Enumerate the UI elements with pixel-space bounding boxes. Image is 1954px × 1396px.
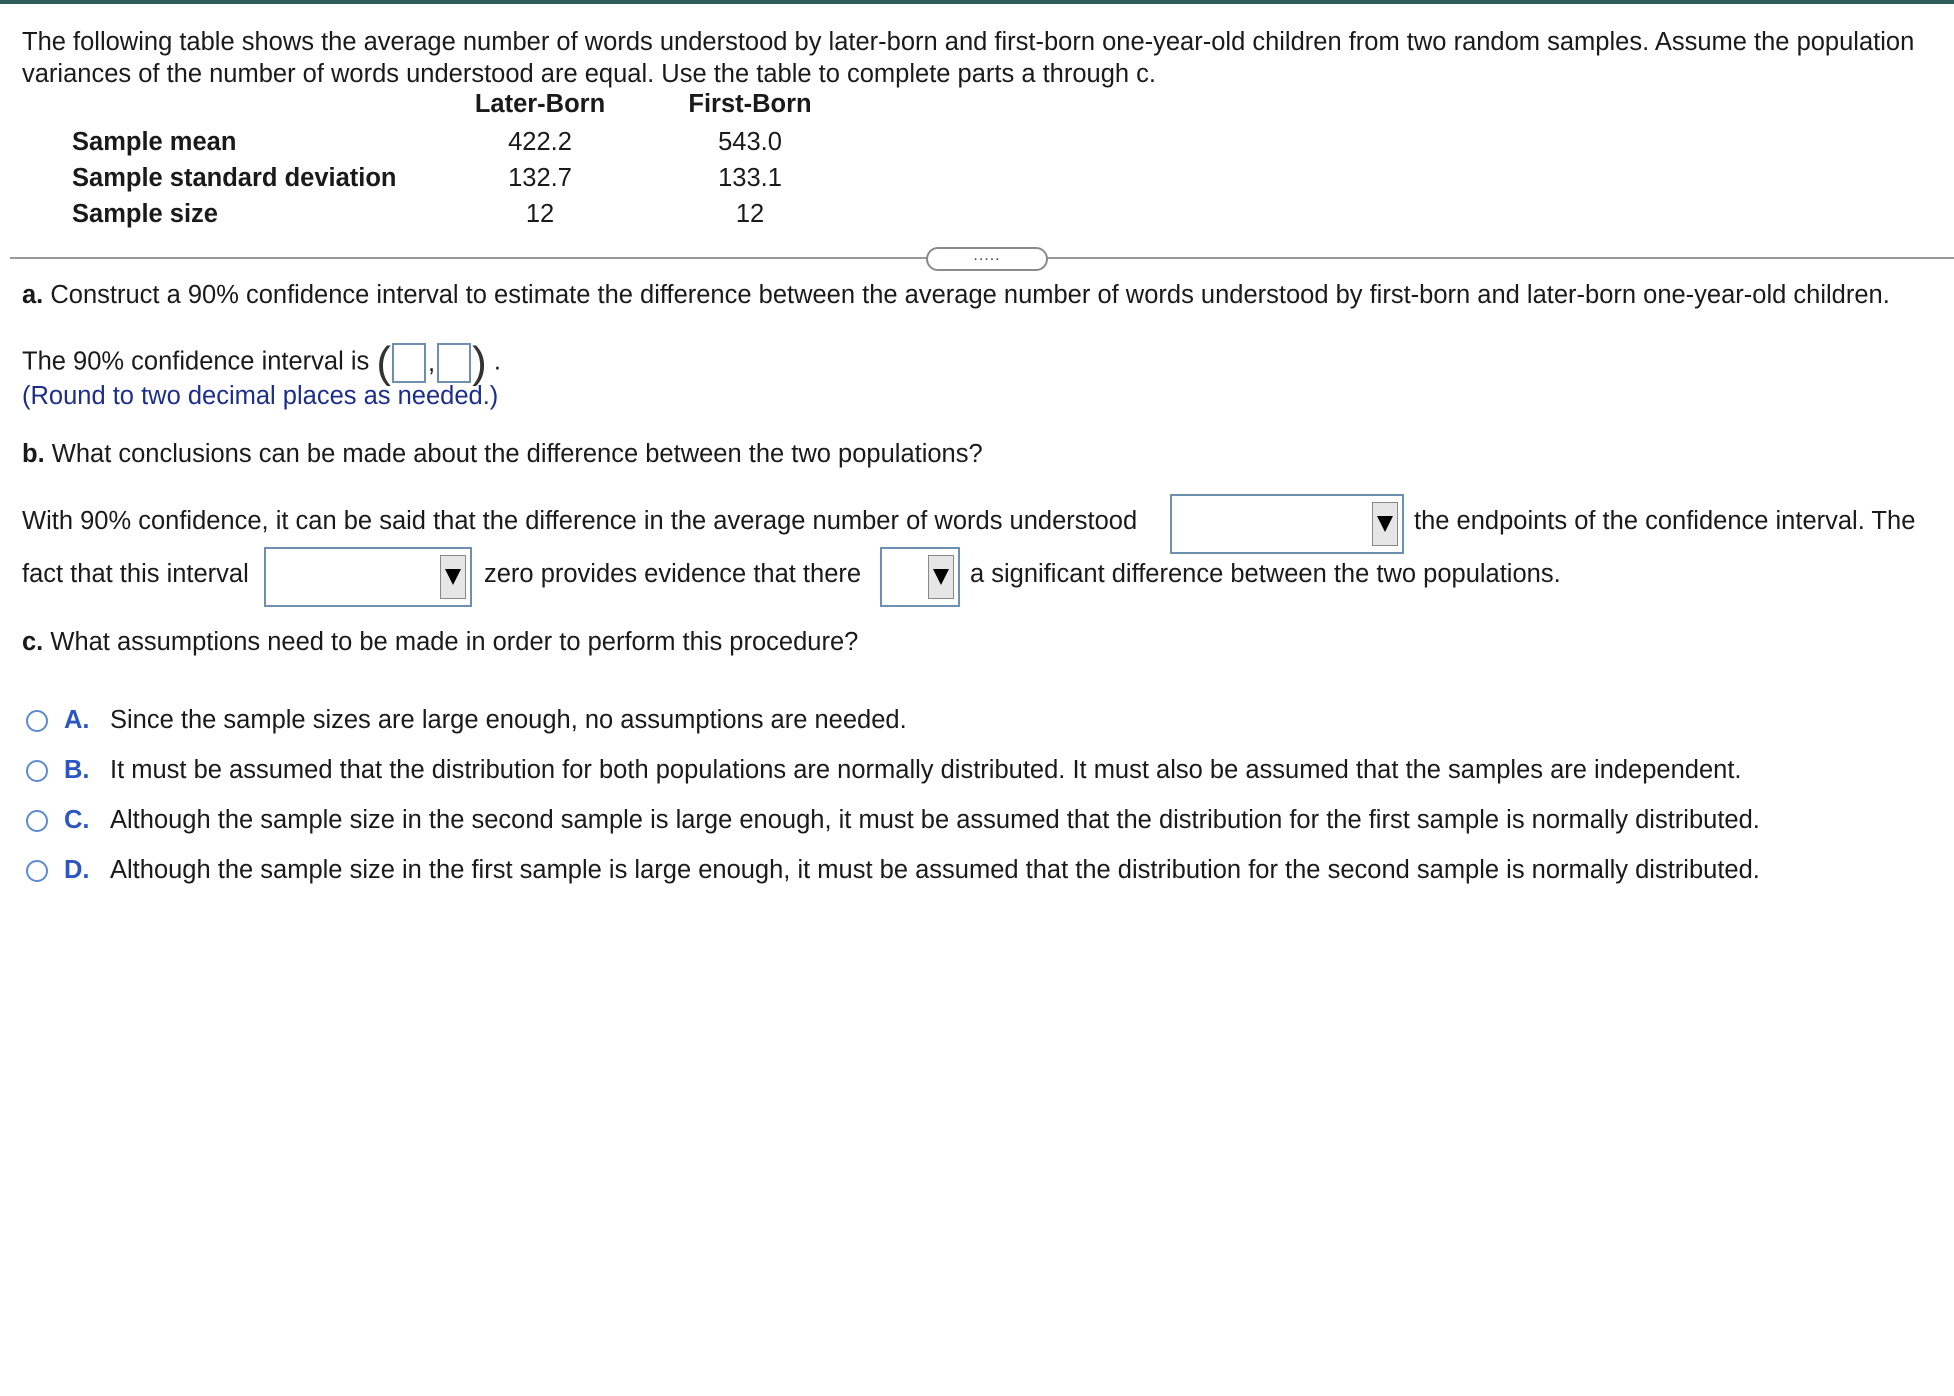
radio-button[interactable]: [26, 810, 48, 832]
sentence-1a: With 90% confidence, it can be said that the difference in the average number of words understood: [22, 507, 1138, 535]
dropdown-is-is-not[interactable]: [880, 547, 960, 607]
option-a[interactable]: [26, 706, 1926, 740]
option-letter: C.: [64, 806, 90, 834]
dropdown-arrow-icon: [1372, 502, 1398, 546]
confidence-interval-input-group: [376, 338, 487, 387]
part-a-answer-line: [22, 338, 501, 387]
dropdown-arrow-icon: [928, 555, 954, 599]
period: .: [493, 347, 501, 376]
answer-prefix: The 90% confidence interval is: [22, 347, 370, 376]
sentence-1b: the endpoints of the confidence interval. The: [1414, 507, 1916, 535]
part-b-letter: b.: [22, 440, 45, 468]
option-text: Although the sample size in the second sample is large enough, it must be assumed that the distribution for the first sample is normally distributed.: [110, 806, 1760, 834]
comma: ,: [428, 348, 436, 377]
table-cell: 132.7: [508, 164, 572, 192]
option-letter: B.: [64, 756, 90, 784]
table-cell: 543.0: [718, 128, 782, 156]
table-cell: 12: [735, 200, 765, 228]
option-text: Since the sample sizes are large enough, no assumptions are needed.: [110, 706, 907, 734]
option-letter: D.: [64, 856, 90, 884]
dropdown-interval-relation[interactable]: [1170, 494, 1404, 554]
part-a-letter: a.: [22, 281, 44, 309]
option-b[interactable]: [26, 756, 1926, 790]
ci-upper-bound-input[interactable]: [437, 343, 471, 383]
dropdown-arrow-icon: [440, 555, 466, 599]
part-b-question: [22, 440, 983, 469]
row-label-sample-size: Sample size: [72, 200, 218, 228]
top-accent-bar: [0, 0, 1954, 4]
question-intro: The following table shows the average number of words understood by later-born and first-born one-year-old children from two random samples. Assume the population variances of the number of words understood are equal. Use the table to complete parts a through c.: [22, 28, 1915, 88]
part-b-text: What conclusions can be made about the difference between the two populations?: [51, 440, 983, 468]
dropdown-contains-zero[interactable]: [264, 547, 472, 607]
sentence-2a: fact that this interval: [22, 560, 249, 588]
sentence-2b: zero provides evidence that there: [484, 560, 862, 588]
expand-collapse-button[interactable]: .....: [926, 247, 1048, 271]
radio-button[interactable]: [26, 860, 48, 882]
column-header-later-born: Later-Born: [474, 90, 606, 118]
option-d[interactable]: [26, 856, 1926, 890]
radio-button[interactable]: [26, 710, 48, 732]
rounding-hint: (Round to two decimal places as needed.): [22, 382, 499, 410]
table-cell: 133.1: [718, 164, 782, 192]
table-cell: 12: [525, 200, 555, 228]
part-a-question: [22, 281, 1890, 310]
option-letter: A.: [64, 706, 90, 734]
sentence-2c: a significant difference between the two populations.: [970, 560, 1561, 588]
data-table: [0, 88, 900, 238]
option-text: It must be assumed that the distribution for both populations are normally distributed. It must also be assumed that the samples are independent.: [110, 756, 1742, 784]
part-c-letter: c.: [22, 628, 44, 656]
open-paren: (: [376, 338, 392, 387]
table-cell: 422.2: [508, 128, 572, 156]
column-header-first-born: First-Born: [688, 90, 812, 118]
part-c-question: [22, 628, 858, 657]
option-text: Although the sample size in the first sample is large enough, it must be assumed that the distribution for the second sample is normally distributed.: [110, 856, 1760, 884]
part-c-text: What assumptions need to be made in order to perform this procedure?: [50, 628, 859, 656]
close-paren: ): [472, 338, 487, 387]
part-a-text: Construct a 90% confidence interval to estimate the difference between the average number of words understood by first-born and later-born one-year-old children.: [50, 281, 1890, 309]
row-label-sample-mean: Sample mean: [72, 128, 237, 156]
radio-button[interactable]: [26, 760, 48, 782]
row-label-sample-sd: Sample standard deviation: [72, 164, 397, 192]
option-c[interactable]: [26, 806, 1926, 840]
ci-lower-bound-input[interactable]: [392, 343, 426, 383]
